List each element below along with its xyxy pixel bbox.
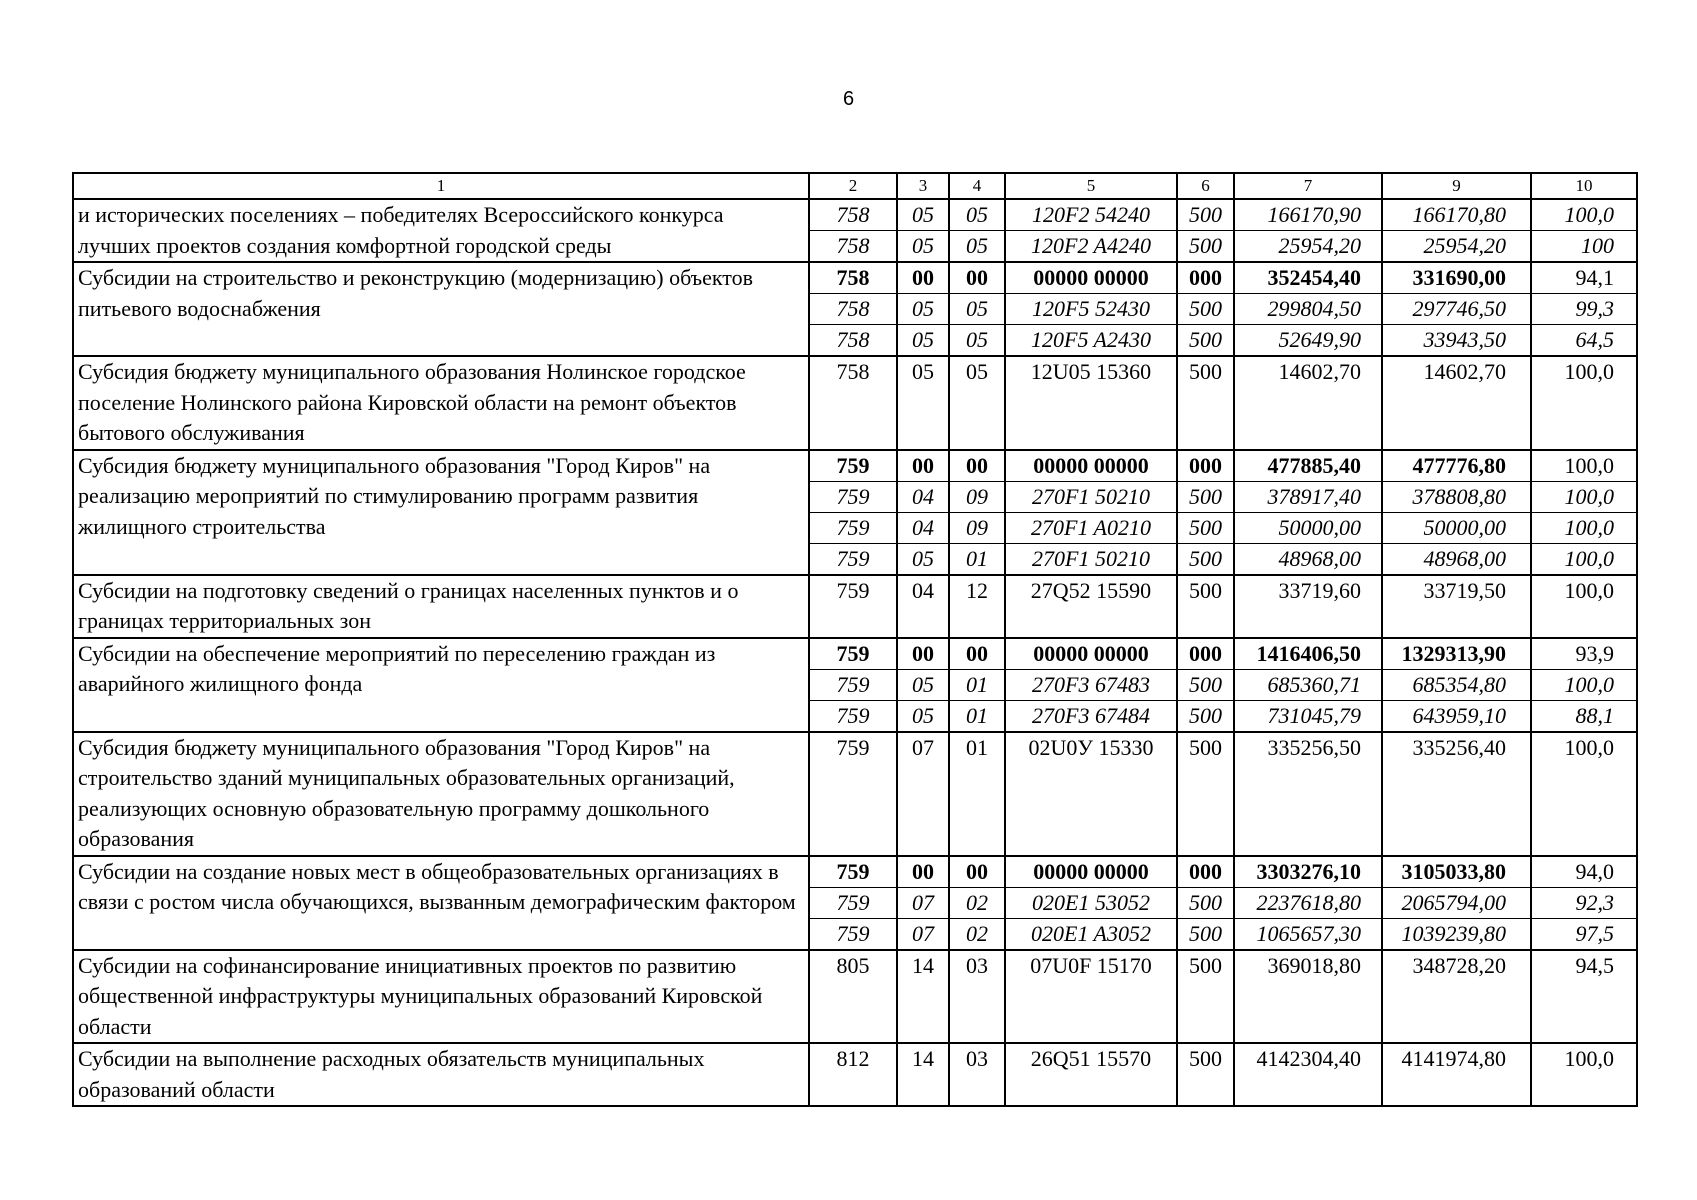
col-header-9: 9 <box>1382 173 1531 199</box>
cell-col6: 500 <box>1177 199 1234 231</box>
cell-col3: 05 <box>897 199 949 231</box>
col-header-5: 5 <box>1005 173 1177 199</box>
cell-col9: 50000,00 <box>1382 512 1531 543</box>
cell-col3: 14 <box>897 950 949 1044</box>
cell-col6: 500 <box>1177 700 1234 732</box>
cell-col10: 100,0 <box>1531 543 1637 575</box>
cell-col3: 00 <box>897 450 949 482</box>
cell-col2: 758 <box>809 294 897 325</box>
table-row <box>73 950 1637 1044</box>
cell-col6: 000 <box>1177 638 1234 670</box>
cell-col9: 14602,70 <box>1382 356 1531 450</box>
col-header-7: 7 <box>1234 173 1382 199</box>
cell-col10: 94,5 <box>1531 950 1637 1044</box>
cell-col4: 01 <box>949 700 1005 732</box>
cell-col5: 020E1 53052 <box>1005 887 1177 918</box>
cell-col5: 270F1 A0210 <box>1005 512 1177 543</box>
cell-col6: 500 <box>1177 732 1234 856</box>
cell-col6: 000 <box>1177 450 1234 482</box>
cell-col4: 00 <box>949 262 1005 294</box>
cell-col10: 100 <box>1531 231 1637 263</box>
cell-col7: 166170,90 <box>1234 199 1382 231</box>
cell-col9: 4141974,80 <box>1382 1043 1531 1106</box>
col-header-6: 6 <box>1177 173 1234 199</box>
cell-col7: 52649,90 <box>1234 325 1382 357</box>
row-description: Субсидии на выполнение расходных обязательств муниципальных образований области <box>73 1043 809 1106</box>
cell-col2: 758 <box>809 199 897 231</box>
cell-col5: 270F3 67483 <box>1005 669 1177 700</box>
cell-col2: 758 <box>809 262 897 294</box>
cell-col6: 500 <box>1177 512 1234 543</box>
cell-col6: 500 <box>1177 918 1234 950</box>
cell-col7: 731045,79 <box>1234 700 1382 732</box>
cell-col4: 00 <box>949 856 1005 888</box>
col-header-10: 10 <box>1531 173 1637 199</box>
cell-col2: 759 <box>809 481 897 512</box>
cell-col5: 27Q52 15590 <box>1005 575 1177 638</box>
cell-col10: 64,5 <box>1531 325 1637 357</box>
row-description: Субсидии на обеспечение мероприятий по переселению граждан из аварийного жилищного фонда <box>73 638 809 732</box>
cell-col6: 500 <box>1177 231 1234 263</box>
cell-col7: 369018,80 <box>1234 950 1382 1044</box>
col-header-2: 2 <box>809 173 897 199</box>
cell-col6: 000 <box>1177 262 1234 294</box>
cell-col5: 120F2 A4240 <box>1005 231 1177 263</box>
cell-col5: 00000 00000 <box>1005 262 1177 294</box>
row-description: Субсидии на строительство и реконструкцию (модернизацию) объектов питьевого водоснабжения <box>73 262 809 356</box>
cell-col6: 500 <box>1177 481 1234 512</box>
cell-col2: 759 <box>809 512 897 543</box>
cell-col3: 07 <box>897 732 949 856</box>
cell-col6: 500 <box>1177 1043 1234 1106</box>
cell-col10: 100,0 <box>1531 1043 1637 1106</box>
cell-col7: 299804,50 <box>1234 294 1382 325</box>
row-description: Субсидии на подготовку сведений о границах населенных пунктов и о границах территориальных зон <box>73 575 809 638</box>
cell-col9: 2065794,00 <box>1382 887 1531 918</box>
cell-col2: 759 <box>809 669 897 700</box>
cell-col10: 94,1 <box>1531 262 1637 294</box>
col-header-3: 3 <box>897 173 949 199</box>
cell-col6: 500 <box>1177 325 1234 357</box>
cell-col10: 100,0 <box>1531 512 1637 543</box>
cell-col4: 09 <box>949 512 1005 543</box>
cell-col6: 500 <box>1177 950 1234 1044</box>
table-row <box>73 575 1637 638</box>
cell-col7: 3303276,10 <box>1234 856 1382 888</box>
cell-col5: 120F2 54240 <box>1005 199 1177 231</box>
row-description: и исторических поселениях – победителях Всероссийского конкурса <box>73 199 809 231</box>
cell-col10: 100,0 <box>1531 450 1637 482</box>
cell-col3: 14 <box>897 1043 949 1106</box>
cell-col7: 48968,00 <box>1234 543 1382 575</box>
cell-col9: 33943,50 <box>1382 325 1531 357</box>
cell-col6: 500 <box>1177 887 1234 918</box>
cell-col5: 120F5 52430 <box>1005 294 1177 325</box>
cell-col7: 4142304,40 <box>1234 1043 1382 1106</box>
cell-col9: 477776,80 <box>1382 450 1531 482</box>
cell-col9: 25954,20 <box>1382 231 1531 263</box>
cell-col7: 33719,60 <box>1234 575 1382 638</box>
cell-col4: 02 <box>949 918 1005 950</box>
cell-col6: 500 <box>1177 669 1234 700</box>
cell-col9: 1329313,90 <box>1382 638 1531 670</box>
cell-col3: 07 <box>897 918 949 950</box>
row-description: Субсидии на создание новых мест в общеобразовательных организациях в связи с ростом числа обучающихся, вызванным демографическим фактором <box>73 856 809 950</box>
cell-col3: 04 <box>897 512 949 543</box>
cell-col4: 00 <box>949 638 1005 670</box>
cell-col9: 48968,00 <box>1382 543 1531 575</box>
table-row <box>73 450 1637 482</box>
cell-col4: 01 <box>949 669 1005 700</box>
cell-col3: 05 <box>897 231 949 263</box>
cell-col3: 05 <box>897 669 949 700</box>
cell-col6: 500 <box>1177 294 1234 325</box>
table-row <box>73 231 1637 263</box>
cell-col9: 331690,00 <box>1382 262 1531 294</box>
cell-col9: 33719,50 <box>1382 575 1531 638</box>
cell-col2: 758 <box>809 356 897 450</box>
cell-col5: 270F1 50210 <box>1005 543 1177 575</box>
column-header-row <box>73 173 1637 199</box>
cell-col9: 348728,20 <box>1382 950 1531 1044</box>
cell-col9: 297746,50 <box>1382 294 1531 325</box>
cell-col4: 12 <box>949 575 1005 638</box>
cell-col4: 01 <box>949 543 1005 575</box>
cell-col7: 1065657,30 <box>1234 918 1382 950</box>
cell-col2: 759 <box>809 700 897 732</box>
cell-col3: 00 <box>897 638 949 670</box>
row-description: Субсидия бюджету муниципального образования "Город Киров" на реализацию мероприятий по стимулированию программ развития жилищного строительства <box>73 450 809 575</box>
cell-col4: 05 <box>949 231 1005 263</box>
cell-col10: 94,0 <box>1531 856 1637 888</box>
cell-col2: 759 <box>809 543 897 575</box>
cell-col7: 685360,71 <box>1234 669 1382 700</box>
cell-col7: 14602,70 <box>1234 356 1382 450</box>
cell-col4: 05 <box>949 199 1005 231</box>
budget-table <box>72 172 1638 1107</box>
cell-col5: 00000 00000 <box>1005 856 1177 888</box>
cell-col10: 93,9 <box>1531 638 1637 670</box>
cell-col2: 759 <box>809 575 897 638</box>
cell-col4: 00 <box>949 450 1005 482</box>
cell-col2: 758 <box>809 231 897 263</box>
cell-col3: 05 <box>897 325 949 357</box>
cell-col10: 100,0 <box>1531 732 1637 856</box>
cell-col4: 02 <box>949 887 1005 918</box>
cell-col9: 335256,40 <box>1382 732 1531 856</box>
cell-col2: 805 <box>809 950 897 1044</box>
cell-col4: 09 <box>949 481 1005 512</box>
cell-col3: 04 <box>897 575 949 638</box>
table-row <box>73 262 1637 294</box>
cell-col2: 759 <box>809 918 897 950</box>
cell-col4: 05 <box>949 325 1005 357</box>
cell-col3: 05 <box>897 356 949 450</box>
cell-col5: 270F1 50210 <box>1005 481 1177 512</box>
col-header-1: 1 <box>73 173 809 199</box>
cell-col9: 643959,10 <box>1382 700 1531 732</box>
cell-col3: 05 <box>897 294 949 325</box>
table-row <box>73 638 1637 670</box>
cell-col10: 100,0 <box>1531 481 1637 512</box>
cell-col6: 500 <box>1177 356 1234 450</box>
col-header-4: 4 <box>949 173 1005 199</box>
cell-col7: 335256,50 <box>1234 732 1382 856</box>
cell-col4: 03 <box>949 1043 1005 1106</box>
cell-col7: 2237618,80 <box>1234 887 1382 918</box>
cell-col9: 1039239,80 <box>1382 918 1531 950</box>
cell-col4: 05 <box>949 356 1005 450</box>
cell-col7: 1416406,50 <box>1234 638 1382 670</box>
cell-col4: 03 <box>949 950 1005 1044</box>
table-row <box>73 1043 1637 1106</box>
cell-col7: 25954,20 <box>1234 231 1382 263</box>
cell-col2: 759 <box>809 887 897 918</box>
cell-col6: 500 <box>1177 575 1234 638</box>
table-row <box>73 356 1637 450</box>
page-number: 6 <box>842 88 855 110</box>
cell-col5: 020E1 A3052 <box>1005 918 1177 950</box>
cell-col10: 88,1 <box>1531 700 1637 732</box>
cell-col9: 3105033,80 <box>1382 856 1531 888</box>
cell-col3: 05 <box>897 543 949 575</box>
row-description: Субсидия бюджету муниципального образования "Город Киров" на строительство зданий муниципальных образовательных организаций, реализующих основную образовательную программу дошкольного образования <box>73 732 809 856</box>
table-row <box>73 732 1637 856</box>
cell-col2: 812 <box>809 1043 897 1106</box>
row-description: Субсидия бюджету муниципального образования Нолинское городское поселение Нолинского района Кировской области на ремонт объектов бытового обслуживания <box>73 356 809 450</box>
cell-col9: 685354,80 <box>1382 669 1531 700</box>
cell-col9: 378808,80 <box>1382 481 1531 512</box>
cell-col7: 378917,40 <box>1234 481 1382 512</box>
cell-col10: 97,5 <box>1531 918 1637 950</box>
cell-col2: 759 <box>809 638 897 670</box>
cell-col5: 12U05 15360 <box>1005 356 1177 450</box>
table-row <box>73 856 1637 888</box>
cell-col6: 500 <box>1177 543 1234 575</box>
cell-col5: 00000 00000 <box>1005 450 1177 482</box>
cell-col5: 120F5 A2430 <box>1005 325 1177 357</box>
cell-col5: 00000 00000 <box>1005 638 1177 670</box>
cell-col3: 07 <box>897 887 949 918</box>
cell-col3: 00 <box>897 262 949 294</box>
cell-col5: 26Q51 15570 <box>1005 1043 1177 1106</box>
cell-col2: 759 <box>809 732 897 856</box>
cell-col5: 270F3 67484 <box>1005 700 1177 732</box>
cell-col3: 05 <box>897 700 949 732</box>
cell-col7: 477885,40 <box>1234 450 1382 482</box>
cell-col2: 759 <box>809 856 897 888</box>
cell-col5: 02U0У 15330 <box>1005 732 1177 856</box>
cell-col10: 100,0 <box>1531 669 1637 700</box>
row-description: лучших проектов создания комфортной городской среды <box>73 231 809 263</box>
cell-col10: 92,3 <box>1531 887 1637 918</box>
cell-col6: 000 <box>1177 856 1234 888</box>
cell-col3: 00 <box>897 856 949 888</box>
cell-col10: 99,3 <box>1531 294 1637 325</box>
cell-col3: 04 <box>897 481 949 512</box>
cell-col9: 166170,80 <box>1382 199 1531 231</box>
table-row <box>73 199 1637 231</box>
cell-col5: 07U0F 15170 <box>1005 950 1177 1044</box>
cell-col10: 100,0 <box>1531 575 1637 638</box>
cell-col7: 352454,40 <box>1234 262 1382 294</box>
cell-col10: 100,0 <box>1531 356 1637 450</box>
cell-col10: 100,0 <box>1531 199 1637 231</box>
cell-col2: 759 <box>809 450 897 482</box>
cell-col4: 01 <box>949 732 1005 856</box>
row-description: Субсидии на софинансирование инициативных проектов по развитию общественной инфраструктуры муниципальных образований Кировской области <box>73 950 809 1044</box>
cell-col7: 50000,00 <box>1234 512 1382 543</box>
cell-col2: 758 <box>809 325 897 357</box>
cell-col4: 05 <box>949 294 1005 325</box>
